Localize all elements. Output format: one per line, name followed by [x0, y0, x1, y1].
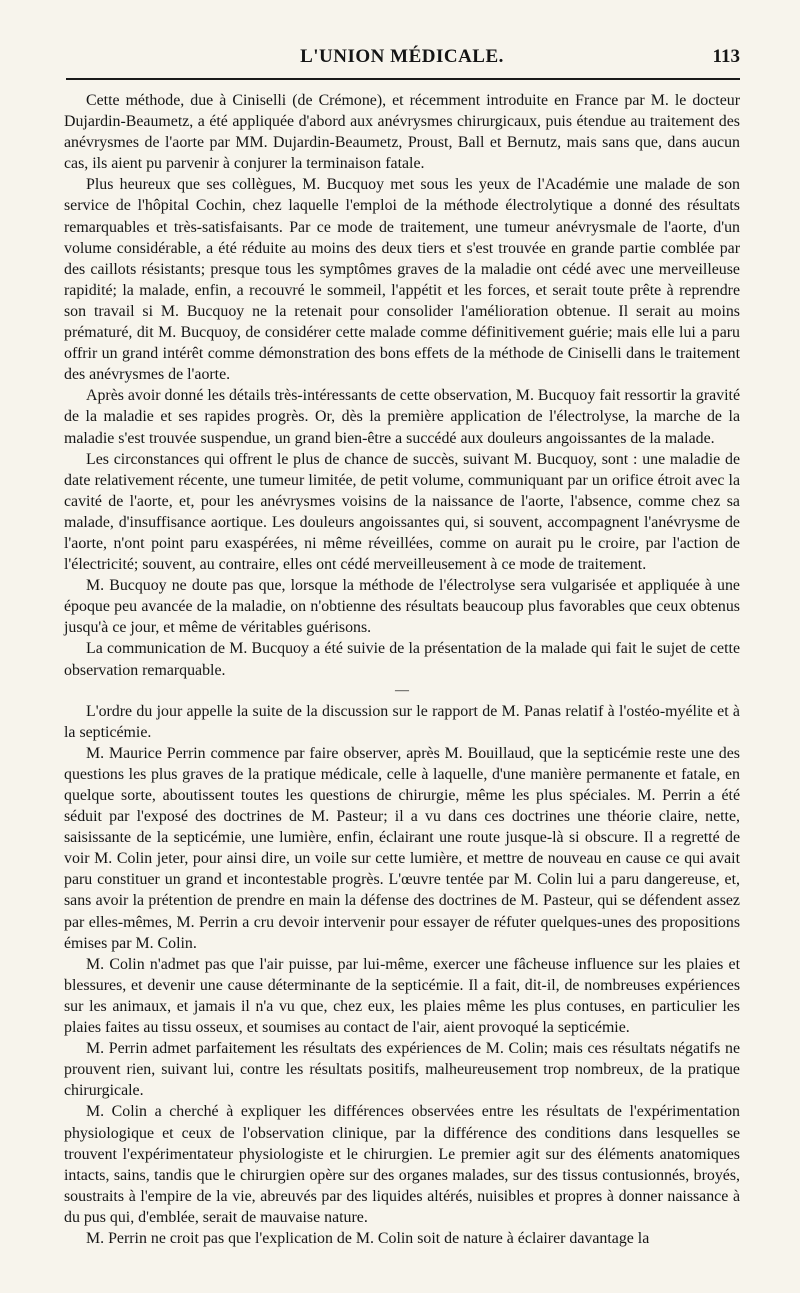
- paragraph: M. Maurice Perrin commence par faire observer, après M. Bouillaud, que la septicémie reste une des questions les plus graves de la pratique médicale, celle à laquelle, d'une manière permanente et fatale, en quelque sorte, aboutissent toutes les questions de chirurgie, même les plus spéciales. M. Perrin a été séduit par l'exposé des doctrines de M. Pasteur; il a vu dans ces doctrines une théorie claire, nette, saisissante de la septicémie, une lumière, enfin, éclairant une route jusque-là si obscure. Il a regretté de voir M. Colin jeter, pour ainsi dire, un voile sur cette lumière, et mettre de nouveau en cause ce qui avait paru constituer un grand et incontestable progrès. L'œuvre tentée par M. Colin lui a paru dangereuse, et, sans avoir la prétention de prendre en main la défense des doctrines de M. Pasteur, qui se défendent assez par elles-mêmes, M. Perrin a cru devoir intervenir pour essayer de réfuter quelques-unes des propositions émises par M. Colin.: [64, 744, 740, 952]
- paragraph: M. Colin n'admet pas que l'air puisse, par lui-même, exercer une fâcheuse influence sur les plaies et blessures, et devenir une cause déterminante de la septicémie. Il a fait, dit-il, de nombreuses expériences sur les animaux, et jamais il n'a vu que, chez eux, les plaies même les plus contuses, en particulier les plaies faites au tissu osseux, et soumises au contact de l'air, aient provoqué la septicémie.: [64, 955, 740, 1037]
- paragraph: M. Perrin admet parfaitement les résultats des expériences de M. Colin; mais ces résultats négatifs ne prouvent rien, suivant lui, contre les résultats positifs, malheureusement trop nombreux, de la pratique chirurgicale.: [64, 1040, 740, 1100]
- paragraph: M. Bucquoy ne doute pas que, lorsque la méthode de l'électrolyse sera vulgarisée et appliquée à une époque peu avancée de la maladie, on n'obtienne des résultats beaucoup plus favorables que ceux obtenus jusqu'à ce jour, et même de véritables guérisons.: [64, 577, 740, 637]
- paragraph: Plus heureux que ses collègues, M. Bucquoy met sous les yeux de l'Académie une malade de son service de l'hôpital Cochin, chez laquelle l'emploi de la méthode électrolytique a donné des résultats remarquables et très-satisfaisants. Par ce mode de traitement, une tumeur anévrysmale de l'aorte, d'un volume considérable, a été réduite au moins des deux tiers et s'est trouvée en grande partie comblée par des caillots résistants; presque tous les symptômes graves de la maladie ont cédé avec une merveilleuse rapidité; la malade, enfin, a recouvré le sommeil, l'appétit et les forces, et serait toute prête à reprendre son travail si M. Bucquoy ne la retenait pour consolider l'amélioration obtenue. Il serait au moins prématuré, dit M. Bucquoy, de considérer cette malade comme définitivement guérie; mais elle lui a paru offrir un grand intérêt comme démonstration des bons effets de la méthode de Ciniselli dans le traitement des anévrysmes de l'aorte.: [64, 176, 740, 384]
- header-rule: [66, 78, 740, 80]
- article-body: [64, 90, 740, 1249]
- paragraph: M. Colin a cherché à expliquer les différences observées entre les résultats de l'expérimentation physiologique et ceux de l'observation clinique, par la différence des conditions dans lesquelles se trouvent l'expérimentateur physiologiste et le chirurgien. Le premier agit sur des éléments anatomiques intacts, sains, tandis que le chirurgien opère sur des organes malades, sur des tissus contusionnés, broyés, soustraits à l'empire de la vie, abreuvés par des liquides altérés, nuisibles et propres à donner naissance à du pus qui, d'emblée, serait de mauvaise nature.: [64, 1103, 740, 1226]
- section-separator: —: [395, 682, 409, 698]
- paragraph: Après avoir donné les détails très-intéressants de cette observation, M. Bucquoy fait ressortir la gravité de la maladie et ses rapides progrès. Or, dès la première application de l'électrolyse, la marche de la maladie s'est trouvée suspendue, un grand bien-être a succédé aux douleurs angoissantes de la malade.: [64, 387, 740, 447]
- paragraph: L'ordre du jour appelle la suite de la discussion sur le rapport de M. Panas relatif à l'ostéo-myélite et à la septicémie.: [64, 702, 740, 741]
- page-number: 113: [712, 46, 740, 67]
- paragraph: Les circonstances qui offrent le plus de chance de succès, suivant M. Bucquoy, sont : une maladie de date relativement récente, une tumeur limitée, de petit volume, communiquant par un orifice étroit avec la cavité de l'aorte, et, pour les anévrysmes voisins de la naissance de l'aorte, l'absence, comme chez sa malade, d'insuffisance aortique. Les douleurs angoissantes qui, si souvent, accompagnent l'anévrysme de l'aorte, n'ont point paru exaspérées, ni même réveillées, comme on aurait pu le croire, par l'action de l'électricité; souvent, au contraire, elles ont cédé merveilleusement à ce mode de traitement.: [64, 450, 740, 574]
- running-title: L'UNION MÉDICALE.: [300, 46, 504, 67]
- paragraph: Cette méthode, due à Ciniselli (de Crémone), et récemment introduite en France par M. le docteur Dujardin-Beaumetz, a été appliquée d'abord aux anévrysmes chirurgicaux, puis étendue au traitement des anévrysmes de l'aorte par MM. Dujardin-Beaumetz, Proust, Ball et Bernutz, mais sans que, dans aucun cas, ils aient pu parvenir à conjurer la terminaison fatale.: [64, 92, 740, 173]
- page-header: [64, 38, 740, 74]
- paragraph: M. Perrin ne croit pas que l'explication de M. Colin soit de nature à éclairer davantage la: [86, 1229, 650, 1247]
- paragraph: La communication de M. Bucquoy a été suivie de la présentation de la malade qui fait le sujet de cette observation remarquable.: [64, 640, 740, 679]
